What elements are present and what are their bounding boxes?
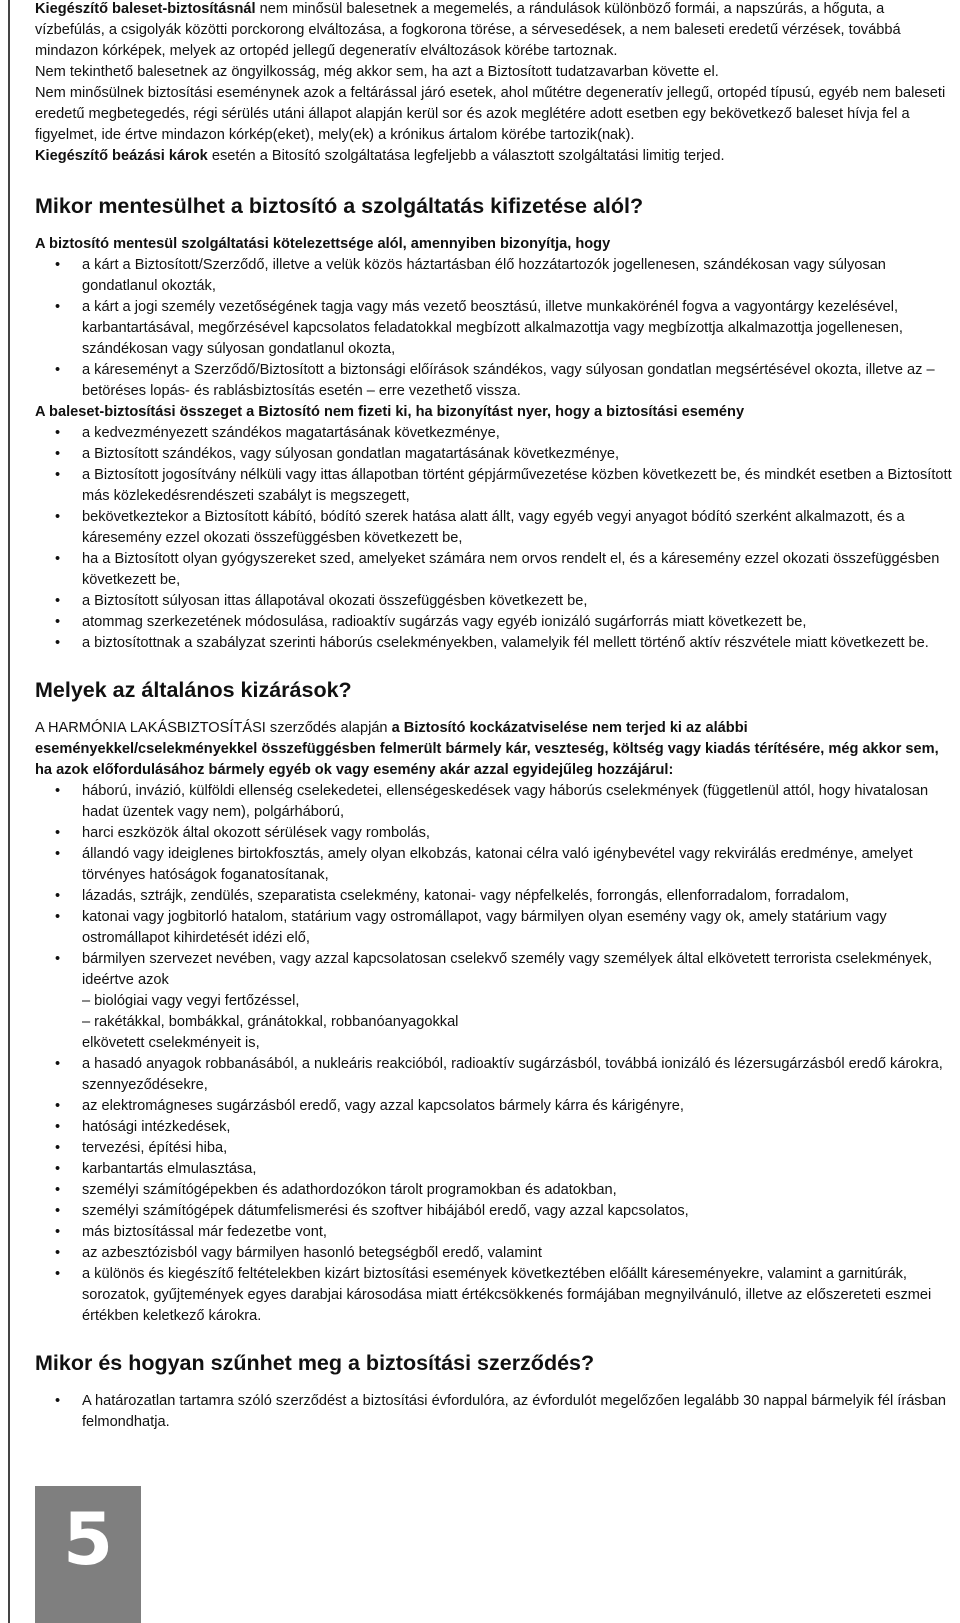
intro-block xyxy=(35,0,957,167)
intro-paragraph-accident xyxy=(35,0,957,62)
document-body xyxy=(35,0,957,1433)
section3-list xyxy=(35,1391,957,1433)
list-item: • atommag szerkezetének módosulása, radioaktív sugárzás vagy egyéb ionizáló sugárforrás miatt következett be, xyxy=(35,612,957,633)
list-item: • a kárt a jogi személy vezetőségének tagja vagy más vezető beosztású, illetve munkakörénél fogva a vagyontárgy kezelésével, karbantartásával, megőrzésével kapcsolatos feladatokkal megbízott alkalmazottja vagy megbízottja alkalmazottja jogellenesen, szándékosan vagy súlyosan gondatlanul okozta, xyxy=(35,297,957,360)
list-item: • a hasadó anyagok robbanásából, a nukleáris reakcióból, radioaktív sugárzásból, továbbá ionizáló és lézersugárzásból eredő károkra, szennyeződésekre, xyxy=(35,1054,957,1096)
terrorism-dash-explosives: – rakétákkal, bombákkal, gránátokkal, robbanóanyagokkal xyxy=(82,1014,459,1030)
list-item: • a különös és kiegészítő feltételekben kizárt biztosítási események következtében előállt káreseményekre, valamint a garnitúrák, sorozatok, gyűjtemények egyes darabjai károsodása miatt értékcsökkenés formájában megnyilvánuló, illetve az előszereteti eszmei értékben keletkező károkra. xyxy=(35,1264,957,1327)
list-item: • személyi számítógépek dátumfelismerési és szoftver hibájából eredő, vagy azzal kapcsolatos, xyxy=(35,1201,957,1222)
list-item: • A határozatlan tartamra szóló szerződést a biztosítási évfordulóra, az évfordulót megelőzően legalább 30 nappal bármelyik fél írásban felmondhatja. xyxy=(35,1391,957,1433)
list-item: • a kedvezményezett szándékos magatartásának következménye, xyxy=(35,423,957,444)
section1-subheading-1: A biztosító mentesül szolgáltatási kötelezettsége alól, amennyiben bizonyítja, hogy xyxy=(35,236,611,252)
list-item-terrorism xyxy=(35,949,957,1054)
section2-list xyxy=(35,781,957,1327)
section-heading-exemption: Mikor mentesülhet a biztosító a szolgáltatás kifizetése alól? xyxy=(35,194,644,218)
section-heading-termination: Mikor és hogyan szűnhet meg a biztosítási szerződés? xyxy=(35,1351,595,1375)
list-item: • más biztosítással már fedezetbe vont, xyxy=(35,1222,957,1243)
section2-intro xyxy=(35,718,957,781)
list-item: • ha a Biztosított olyan gyógyszereket szed, amelyeket számára nem orvos rendelt el, és a káresemény ezzel okozati összefüggésben következett be, xyxy=(35,549,957,591)
list-item: • katonai vagy jogbitorló hatalom, statárium vagy ostromállapot, vagy bármilyen olyan esemény vagy ok, amely statárium vagy ostromállapot kihirdetését idézi elő, xyxy=(35,907,957,949)
page-number: 5 xyxy=(62,1497,114,1581)
list-item: • harci eszközök által okozott sérülések vagy rombolás, xyxy=(35,823,957,844)
list-item: • hatósági intézkedések, xyxy=(35,1117,957,1138)
left-margin-rule xyxy=(8,0,10,1623)
list-item: • az elektromágneses sugárzásból eredő, vagy azzal kapcsolatos bármely kárra és kárigényre, xyxy=(35,1096,957,1117)
section1-list-1 xyxy=(35,255,957,402)
section2-intro-plain: A HARMÓNIA LAKÁSBIZTOSÍTÁSI szerződés alapján xyxy=(35,720,392,736)
intro-text-accident: nem minősül balesetnek a megemelés, a rándulások különböző formái, a napszúrás, a hőguta, a vízbefúlás, a csigolyák közötti porckorong elváltozása, a fogkorona törése, a sérvesedések, a nem baleseti eredetű vérzések, továbbá mindazon kórképek, melyek az ortopéd jellegű degeneratív elváltozások körébe tartoznak. xyxy=(35,1,901,59)
list-item: • lázadás, sztrájk, zendülés, szeparatista cselekmény, katonai- vagy népfelkelés, forrongás, ellenforradalom, forradalom, xyxy=(35,886,957,907)
terrorism-tail: elkövetett cselekményeit is, xyxy=(82,1035,260,1051)
section-heading-general-exclusions: Melyek az általános kizárások? xyxy=(35,678,352,702)
page-number-box xyxy=(35,1486,141,1623)
intro-lead-accident: Kiegészítő baleset-biztosításnál xyxy=(35,1,256,17)
terrorism-text: bármilyen szervezet nevében, vagy azzal kapcsolatosan cselekvő személy vagy személyek által elkövetett terrorista cselekmények, ideértve azok xyxy=(82,951,933,988)
intro-paragraph-water-damage xyxy=(35,146,957,167)
intro-lead-water: Kiegészítő beázási károk xyxy=(35,148,208,164)
list-item: • háború, invázió, külföldi ellenség cselekedetei, ellenségeskedések vagy háborús cselekmények (függetlenül attól, hogy hivatalosan hadat üzentek vagy nem), polgárháború, xyxy=(35,781,957,823)
list-item: • az azbesztózisból vagy bármilyen hasonló betegségből eredő, valamint xyxy=(35,1243,957,1264)
intro-text-water: esetén a Bitosító szolgáltatása legfeljebb a választott szolgáltatási limitig terjed. xyxy=(207,148,725,164)
intro-paragraph-degenerative: Nem minősülnek biztosítási eseménynek azok a feltárással járó esetek, ahol műtétre degeneratív jellegű, ortopéd típusú, egyéb nem baleseti eredetű megbetegedés, régi sérülés utáni állapot alapján kerül sor és azok meglétére adott esetben egy bekövetkező baleset hívja fel a figyelmet, ide értve mindazon kórkép(eket), mely(ek) a krónikus ártalom körébe tartozik(nak). xyxy=(35,85,946,143)
list-item: • tervezési, építési hiba, xyxy=(35,1138,957,1159)
list-item: • a Biztosított súlyosan ittas állapotával okozati összefüggésben következett be, xyxy=(35,591,957,612)
section1-list-2 xyxy=(35,423,957,654)
list-item: • a biztosítottnak a szabályzat szerinti háborús cselekményekben, valamelyik fél mellett történő aktív részvétele miatt következett be. xyxy=(35,633,957,654)
section2-intro-bold: a Biztosító kockázatviselése nem terjed ki az alábbi eseményekkel/cselekményekkel összefüggésben felmerült bármely kár, veszteség, költség vagy kiadás térítésére, még akkor sem, ha azok előfordulásához bármely egyéb ok vagy esemény akár azzal egyidejűleg hozzájárul: xyxy=(35,720,939,778)
list-item: • a káreseményt a Szerződő/Biztosított a biztonsági előírások szándékos, vagy súlyosan gondatlan megsértésével okozta, illetve az – betöréses lopás- és rablásbiztosítás esetén – erre vezethető vissza. xyxy=(35,360,957,402)
list-item: • a Biztosított jogosítvány nélküli vagy ittas állapotban történt gépjárművezetése közben következett be, és mindkét esetben a Biztosított más közlekedésrendészeti szabályt is megszegett, xyxy=(35,465,957,507)
section1-subheading-2: A baleset-biztosítási összeget a Biztosító nem fizeti ki, ha bizonyítást nyer, hogy a biztosítási esemény xyxy=(35,404,745,420)
terrorism-dash-biological: – biológiai vagy vegyi fertőzéssel, xyxy=(82,993,300,1009)
list-item: • személyi számítógépekben és adathordozókon tárolt programokban és adatokban, xyxy=(35,1180,957,1201)
list-item: • állandó vagy ideiglenes birtokfosztás, amely olyan elkobzás, katonai célra való igénybevétel vagy rekvirálás eredménye, amelyet törvényes hatóságok foganatosítanak, xyxy=(35,844,957,886)
list-item: • a Biztosított szándékos, vagy súlyosan gondatlan magatartásának következménye, xyxy=(35,444,957,465)
list-item: • a kárt a Biztosított/Szerződő, illetve a velük közös háztartásban élő hozzátartozók jogellenesen, szándékosan vagy súlyosan gondatlanul okozták, xyxy=(35,255,957,297)
intro-paragraph-suicide: Nem tekinthető balesetnek az öngyilkosság, még akkor sem, ha azt a Biztosított tudatzavarban követte el. xyxy=(35,64,719,80)
list-item: • bekövetkeztekor a Biztosított kábító, bódító szerek hatása alatt állt, vagy egyéb vegyi anyagot bódító szerként alkalmazott, és a káresemény ezzel okozati összefüggésben következett be, xyxy=(35,507,957,549)
list-item: • karbantartás elmulasztása, xyxy=(35,1159,957,1180)
